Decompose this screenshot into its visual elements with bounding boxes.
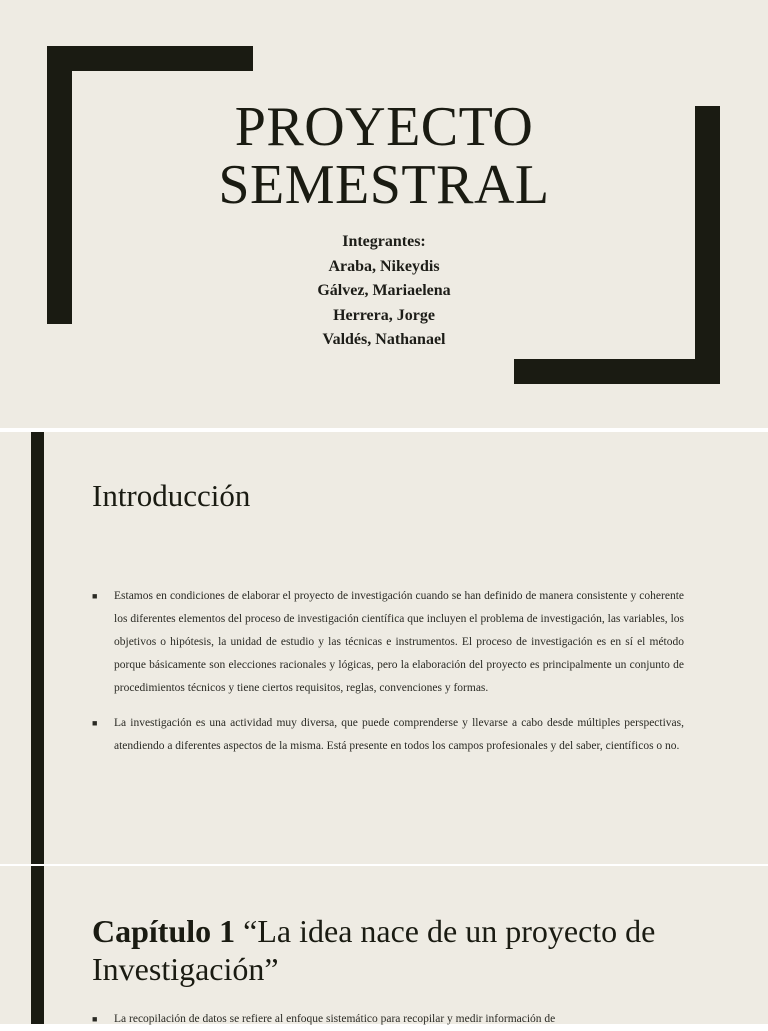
presentation-title — [0, 98, 768, 214]
square-bullet-icon: ■ — [92, 718, 98, 728]
list-item — [92, 1008, 684, 1031]
introduction-heading: Introducción — [92, 478, 251, 513]
member-name: Araba, Nikeydis — [328, 257, 440, 275]
chapter-heading — [92, 912, 732, 988]
member-name: Gálvez, Mariaelena — [317, 282, 451, 299]
list-item — [92, 585, 684, 700]
frame-bottom-right-horizontal — [514, 359, 720, 384]
members-heading: Integrantes: — [342, 233, 426, 250]
title-line-1: PROYECTO — [234, 96, 534, 158]
introduction-bullets — [92, 585, 684, 770]
bullet-text: Estamos en condiciones de elaborar el proyecto de investigación cuando se han definido de manera consistente y coherente los diferentes elementos del proceso de investigación científica que incluyen el problema de investigación, las variables, los objetivos o hipótesis, la unidad de estudio y las técnicas e instrumentos. El proceso de investigación es en sí el método porque básicamente son elecciones racionales y lógicas, pero la elaboración del proyecto es principalmente un conjunto de procedimientos técnicos y tiene ciertos requisitos, reglas, convenciones y formas. — [114, 590, 684, 694]
chapter-number: Capítulo 1 — [92, 913, 236, 949]
bullet-text: La investigación es una actividad muy diversa, que puede comprenderse y llevarse a cabo desde múltiples perspectivas, atendiendo a diferentes aspectos de la misma. Está presente en todos los campos profesionales y del saber, científicos o no. — [114, 717, 684, 752]
title-line-2: SEMESTRAL — [218, 154, 550, 216]
member-name: Herrera, Jorge — [333, 306, 435, 324]
members-block — [0, 230, 768, 353]
frame-top-left-horizontal — [47, 46, 253, 71]
square-bullet-icon: ■ — [92, 1014, 98, 1024]
chapter-bullets — [92, 1008, 684, 1031]
bullet-text: La recopilación de datos se refiere al enfoque sistemático para recopilar y medir información de — [114, 1013, 556, 1025]
square-bullet-icon: ■ — [92, 591, 98, 601]
chapter-title: “La idea nace de un proyecto de Investigación” — [92, 913, 656, 987]
accent-vertical-bar — [31, 432, 44, 864]
accent-vertical-bar — [31, 866, 44, 1024]
list-item — [92, 712, 684, 758]
title-slide — [0, 0, 768, 428]
member-name: Valdés, Nathanael — [322, 331, 446, 348]
